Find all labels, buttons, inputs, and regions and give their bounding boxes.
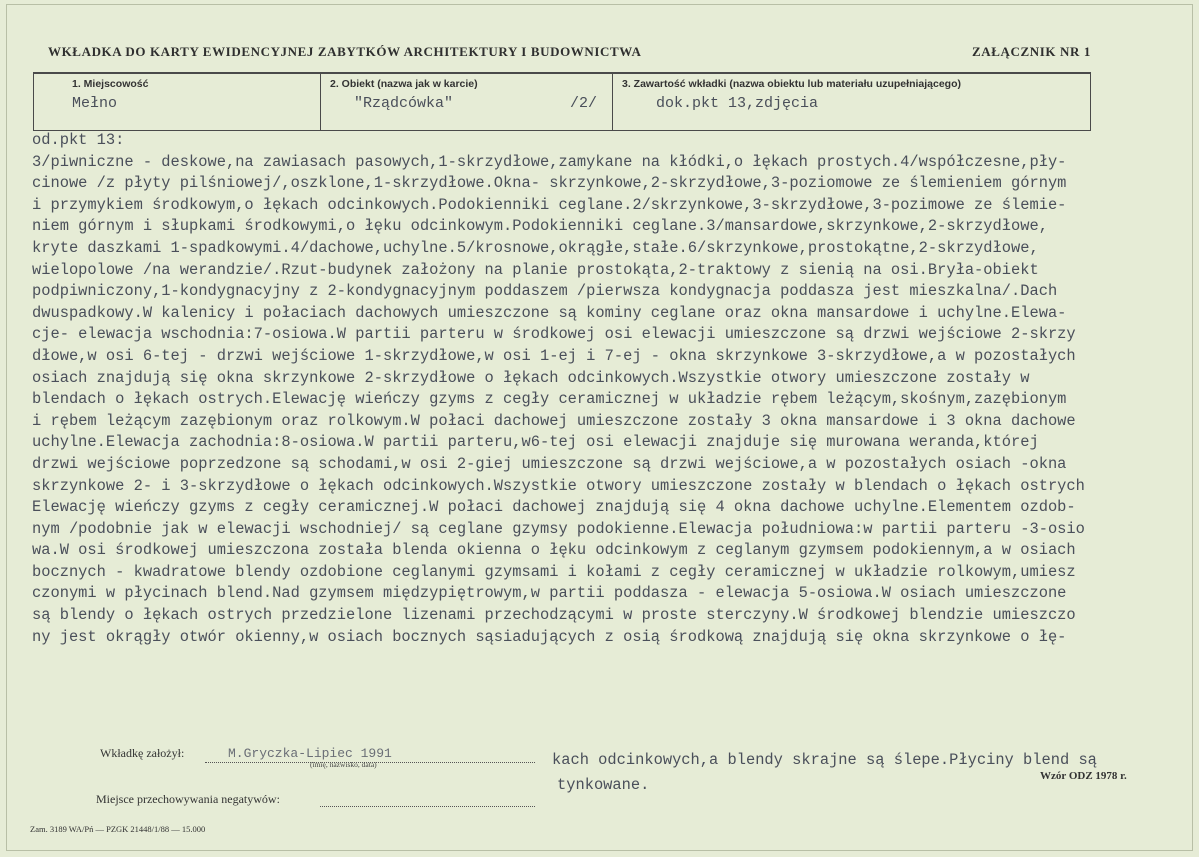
typewritten-description bbox=[32, 130, 1199, 648]
text-line: dwuspadkowy.W kalenicy i połaciach dachowych umieszczone są kominy ceglane oraz okna mansardowe i uchylne.Elewa- bbox=[32, 303, 1067, 322]
object-value: "Rządcówka" bbox=[354, 95, 454, 112]
form-title: WKŁADKA DO KARTY EWIDENCYJNEJ ZABYTKÓW ARCHITEKTURY I BUDOWNICTWA bbox=[48, 44, 642, 59]
text-line: skrzynkowe 2- i 3-skrzydłowe o łękach odcinkowych.Wszystkie otwory umieszczone zostały w blendach o łękach ostrych bbox=[32, 476, 1085, 495]
locality-label: 1. Miejscowość bbox=[72, 78, 149, 90]
text-line: dłowe,w osi 6-tej - drzwi wejściowe 1-skrzydłowe,w osi 1-ej i 7-ej - okna skrzynkowe 3-skrzydłowe,a w pozostałych bbox=[32, 346, 1076, 365]
text-line: i rębem leżącym zazębionym oraz rolkowym.W połaci dachowej umieszczone zostały 3 okna mansardowe i 3 okna dachowe bbox=[32, 411, 1076, 430]
table-divider-2 bbox=[612, 72, 613, 131]
text-line: 3/piwniczne - deskowe,na zawiasach pasowych,1-skrzydłowe,zamykane na kłódki,o łękach prostych.4/współczesne,pły- bbox=[32, 152, 1067, 171]
table-top-rule bbox=[33, 72, 1091, 74]
text-line: wa.W osi środkowej umieszczona została blenda okienna o łęku odcinkowym z ceglanym gzymsem podokiennym,a w osiach bbox=[32, 541, 1076, 560]
text-line: ny jest okrągły otwór okienny,w osiach bocznych sąsiadujących z osią środkową znajdują się okna skrzynkowe o łę- bbox=[32, 627, 1067, 646]
table-divider-1 bbox=[320, 72, 321, 131]
text-line: cje- elewacja wschodnia:7-osiowa.W partii parteru w środkowej osi elewacji umieszczone są drzwi wejściowe 2-skrzy bbox=[32, 325, 1076, 344]
text-line: niem górnym i słupkami środkowymi,o łęku odcinkowym.Podokienniki ceglane.3/mansardowe,skrzynkowe,2-skrzydłowe, bbox=[32, 217, 1048, 236]
contents-value: dok.pkt 13,zdjęcia bbox=[656, 95, 819, 112]
created-by-label: Wkładkę założył: bbox=[100, 746, 185, 760]
text-line-tail-2: tynkowane. bbox=[557, 776, 650, 794]
annex-number: ZAŁĄCZNIK NR 1 bbox=[972, 44, 1091, 59]
template-label: Wzór ODZ 1978 r. bbox=[1040, 770, 1127, 782]
text-line: i przymykiem środkowym,o łękach odcinkowych.Podokienniki ceglane.2/skrzynkowe,3-skrzydłowe,3-pozimowe ze ślemie- bbox=[32, 195, 1067, 214]
object-number: /2/ bbox=[570, 95, 598, 112]
created-by-value: M.Gryczka-Lipiec 1991 bbox=[228, 746, 392, 761]
contents-label: 3. Zawartość wkładki (nazwa obiektu lub materiału uzupełniającego) bbox=[622, 78, 961, 90]
storage-dotted-line bbox=[320, 806, 535, 807]
text-line: od.pkt 13: bbox=[32, 131, 125, 149]
text-line: kryte daszkami 1-spadkowymi.4/dachowe,uchylne.5/krosnowe,okrągłe,stałe.6/skrzynkowe,prostokątne,2-skrzydłowe, bbox=[32, 238, 1039, 257]
text-line-tail-1: kach odcinkowych,a blendy skrajne są ślepe.Płyciny blend są bbox=[552, 751, 1097, 769]
text-line: nym /podobnie jak w elewacji wschodniej/ są ceglane gzymsy podokienne.Elewacja południowa:w partii parteru -3-osio bbox=[32, 519, 1085, 538]
text-line: uchylne.Elewacja zachodnia:8-osiowa.W partii parteru,w6-tej osi elewacji znajduje się murowana weranda,której bbox=[32, 433, 1039, 452]
object-label: 2. Obiekt (nazwa jak w karcie) bbox=[330, 78, 478, 90]
created-by-note: (imię, nazwisko, data) bbox=[310, 760, 377, 769]
text-line: osiach znajdują się okna skrzynkowe 2-skrzydłowe o łękach odcinkowych.Wszystkie otwory umieszczone zostały w bbox=[32, 368, 1030, 387]
locality-value: Mełno bbox=[72, 95, 118, 112]
text-line: blendach o łękach ostrych.Elewację wieńczy gzyms z cegły ceramicznej w układzie rębem leżącym,skośnym,zazębionym bbox=[32, 390, 1067, 409]
text-line: Elewację wieńczy gzyms z cegły ceramicznej.W połaci dachowej znajdują się 4 okna dachowe uchylne.Elementem ozdob- bbox=[32, 498, 1076, 517]
table-right-rule bbox=[1090, 72, 1091, 131]
text-line: czonymi w płycinach blend.Nad gzymsem międzypiętrowym,w partii poddasza - elewacja 5-osiowa.W osiach umieszczone bbox=[32, 584, 1067, 603]
storage-label: Miejsce przechowywania negatywów: bbox=[96, 792, 280, 806]
print-info: Zam. 3189 WA/Pń — PZGK 21448/1/88 — 15.000 bbox=[30, 824, 206, 834]
text-line: podpiwniczony,1-kondygnacyjny z 2-kondygnacyjnym poddaszem /pierwsza kondygnacja poddasza jest mieszkalna/.Dach bbox=[32, 282, 1058, 301]
text-line: bocznych - kwadratowe blendy ozdobione ceglanymi gzymsami i kołami z cegły ceramicznej w układzie rolkowym,umiesz bbox=[32, 562, 1076, 581]
text-line: drzwi wejściowe poprzedzone są schodami,w osi 2-giej umieszczone są drzwi wejściowe,a w pozostałych osiach -okna bbox=[32, 454, 1067, 473]
text-line: są blendy o łękach ostrych przedzielone lizenami przechodzącymi w proste sterczyny.W środkowej blendzie umieszczo bbox=[32, 606, 1076, 625]
table-left-rule bbox=[33, 72, 34, 131]
text-line: wielopolowe /na werandzie/.Rzut-budynek założony na planie prostokąta,2-traktowy z sienią na osi.Bryła-obiekt bbox=[32, 260, 1039, 279]
text-line: cinowe /z płyty pilśniowej/,oszklone,1-skrzydłowe.Okna- skrzynkowe,2-skrzydłowe,3-poziomowe ze ślemieniem górnym bbox=[32, 174, 1067, 193]
